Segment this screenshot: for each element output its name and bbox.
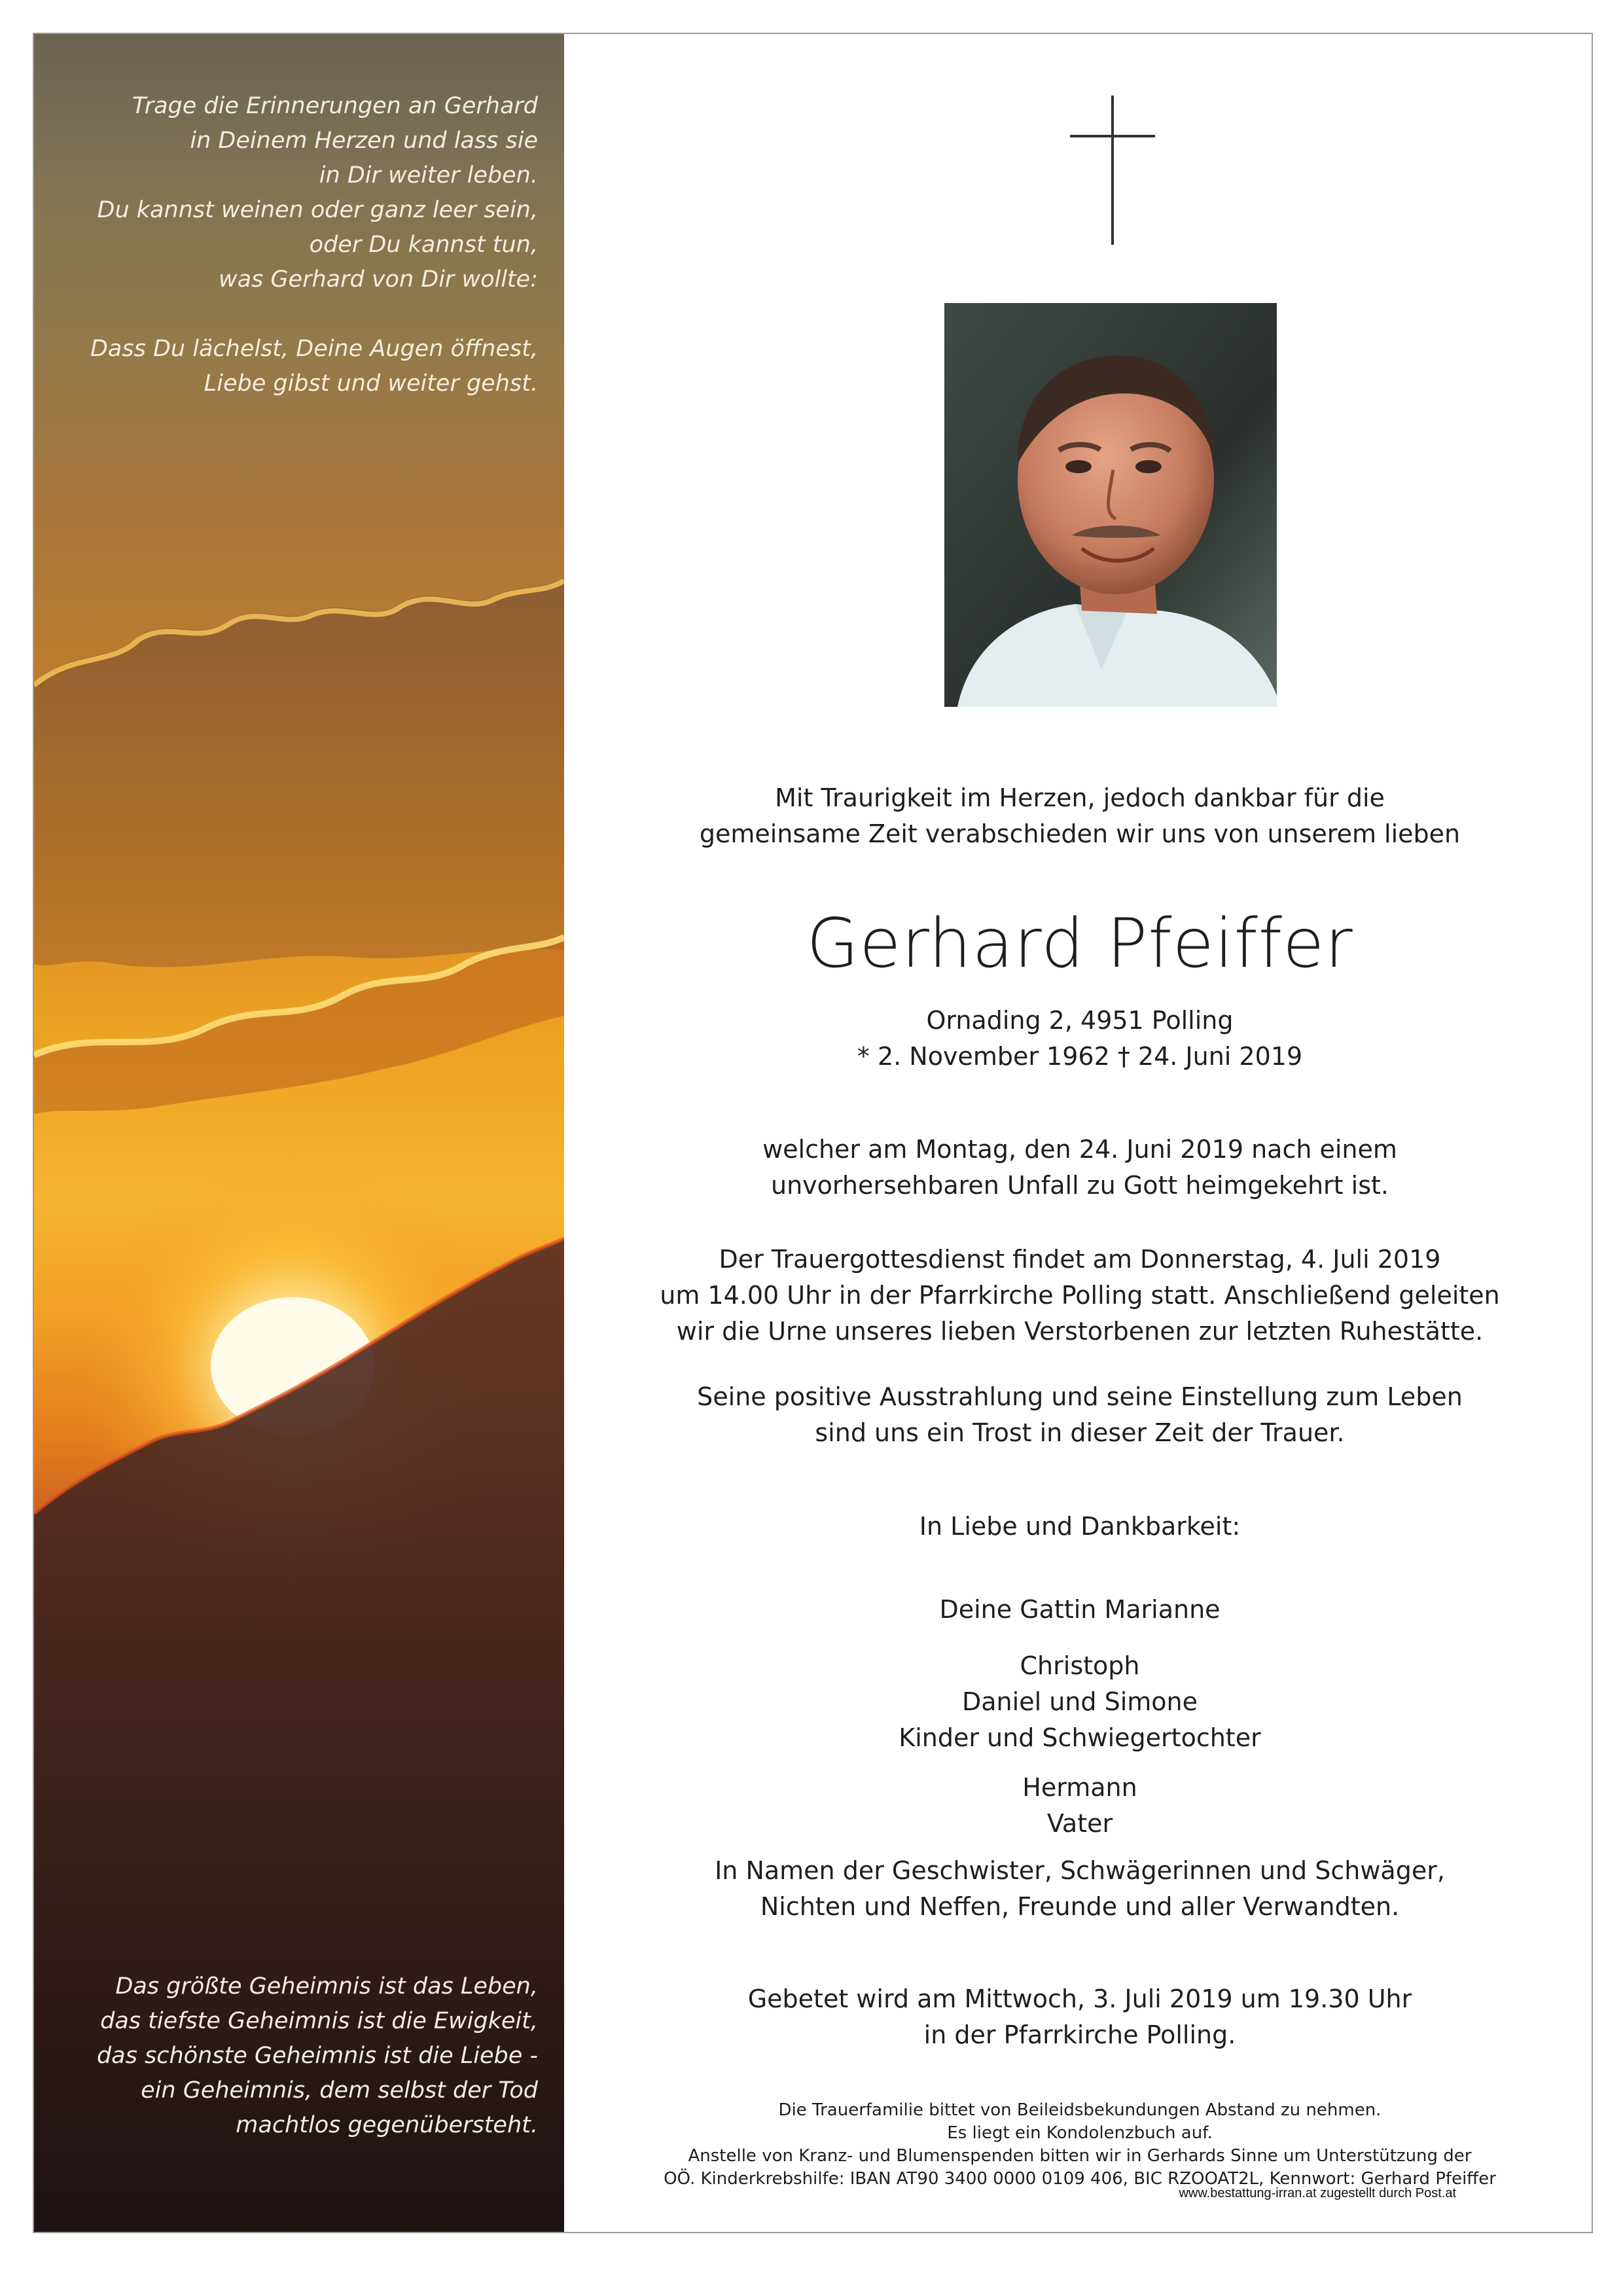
deceased-name: Gerhard Pfeiffer	[806, 905, 1353, 983]
verse-line: oder Du kannst tun,	[309, 232, 538, 258]
verse-line: was Gerhard von Dir wollte:	[218, 266, 538, 293]
family-father	[565, 1770, 1593, 1842]
family-line: Vater	[1046, 1809, 1113, 1838]
intro-line: gemeinsame Zeit verabschieden wir uns von unserem lieben	[699, 819, 1461, 848]
paragraph-service	[565, 1242, 1593, 1350]
verse-line: in Dir weiter leben.	[319, 162, 538, 188]
prayer-line: Gebetet wird am Mittwoch, 3. Juli 2019 um 19.30 Uhr	[747, 1984, 1412, 2013]
verse-line: ein Geheimnis, dem selbst der Tod	[141, 2077, 538, 2104]
verse-line: das schönste Geheimnis ist die Liebe -	[96, 2043, 538, 2069]
paragraph-line: welcher am Montag, den 24. Juni 2019 nach einem	[762, 1135, 1397, 1164]
verse-line: Dass Du lächelst, Deine Augen öffnest,	[90, 336, 538, 362]
family-line: In Namen der Geschwister, Schwägerinnen und Schwäger,	[715, 1856, 1445, 1885]
paragraph-line: wir die Urne unseres lieben Verstorbenen zur letzten Ruhestätte.	[676, 1317, 1484, 1346]
paragraph-tribute	[565, 1379, 1593, 1451]
note-line: OÖ. Kinderkrebshilfe: IBAN AT90 3400 0000 0109 406, BIC RZOOAT2L, Kennwort: Gerhard Pfeiffer	[664, 2169, 1496, 2189]
note-line: Anstelle von Kranz- und Blumenspenden bitten wir in Gerhards Sinne um Unterstützung der	[688, 2146, 1472, 2166]
verse-top	[90, 89, 538, 401]
footer-link[interactable]: www.bestattung-irran.at zugestellt durch Post.at	[1179, 2186, 1456, 2200]
sunset-panel	[34, 34, 564, 2232]
verse-line: Das größte Geheimnis ist das Leben,	[115, 1973, 538, 2000]
family-line: Nichten und Neffen, Freunde und aller Verwandten.	[760, 1892, 1400, 1921]
portrait-illustration	[944, 303, 1277, 707]
note-line: Die Trauerfamilie bittet von Beileidsbekundungen Abstand zu nehmen.	[778, 2100, 1382, 2120]
obituary-card	[33, 33, 1593, 2233]
cross-icon	[1070, 96, 1155, 245]
note-line: Es liegt ein Kondolenzbuch auf.	[947, 2123, 1213, 2143]
paragraph-line: unvorhersehbaren Unfall zu Gott heimgekehrt ist.	[771, 1171, 1389, 1200]
verse-gap	[90, 297, 538, 332]
verse-line: machtlos gegenüberstеht.	[236, 2112, 538, 2138]
prayer-info	[565, 1981, 1593, 2053]
prayer-line: in der Pfarrkirche Polling.	[923, 2020, 1236, 2049]
family-line: Kinder und Schwiegertochter	[899, 1723, 1261, 1752]
verse-line: Trage die Erinnerungen an Gerhard	[132, 93, 538, 119]
closing-line: In Liebe und Dankbarkeit:	[919, 1512, 1241, 1541]
verse-line: Du kannst weinen oder ganz leer sein,	[97, 197, 538, 223]
life-dates: * 2. November 1962 † 24. Juni 2019	[857, 1042, 1303, 1071]
intro-line: Mit Traurigkeit im Herzen, jedoch dankbar für die	[775, 783, 1385, 812]
verse-bottom	[97, 1969, 538, 2143]
family-wife: Deine Gattin Marianne	[939, 1595, 1221, 1624]
deceased-details	[565, 1003, 1593, 1075]
verse-line: Liebe gibst und weiter gehst.	[204, 370, 538, 397]
address: Ornading 2, 4951 Polling	[926, 1006, 1234, 1035]
intro-text	[565, 780, 1593, 852]
paragraph-line: um 14.00 Uhr in der Pfarrkirche Polling statt. Anschließend geleiten	[660, 1281, 1500, 1310]
family-line: Daniel und Simone	[962, 1687, 1198, 1716]
cloud-band-upper	[34, 577, 564, 967]
portrait-photo	[944, 303, 1277, 707]
family-line: Hermann	[1022, 1773, 1137, 1802]
notes	[565, 2099, 1593, 2191]
cloud-band-middle	[34, 937, 564, 1114]
family-relatives	[565, 1853, 1593, 1925]
paragraph-death	[565, 1132, 1593, 1204]
family-line: Christoph	[1020, 1651, 1140, 1680]
family-children	[565, 1648, 1593, 1756]
verse-line: in Deinem Herzen und lass sie	[190, 128, 538, 154]
verse-line: das tiefste Geheimnis ist die Ewigkeit,	[100, 2008, 538, 2034]
paragraph-line: Seine positive Ausstrahlung und seine Einstellung zum Leben	[697, 1382, 1463, 1411]
paragraph-line: Der Trauergottesdienst findet am Donnerstag, 4. Juli 2019	[719, 1245, 1441, 1274]
paragraph-line: sind uns ein Trost in dieser Zeit der Trauer.	[815, 1418, 1345, 1447]
